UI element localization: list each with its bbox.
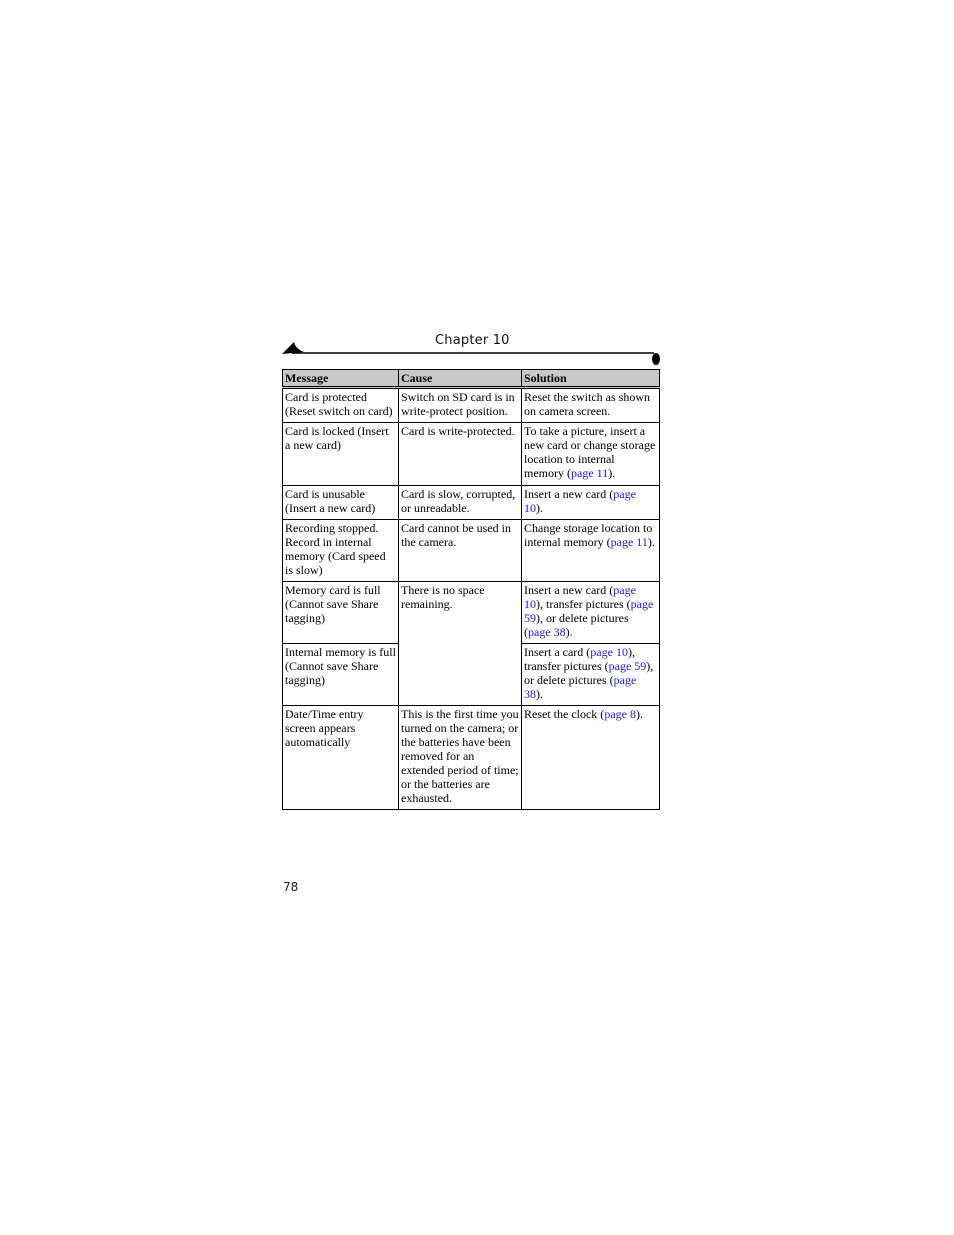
solution-cell [522,706,660,810]
page-link[interactable]: page 38 [524,673,637,701]
solution-text: ), or delete pictures ( [524,611,629,639]
solution-text: ), transfer pictures ( [524,645,635,673]
cause-cell: This is the first time you turned on the camera; or the batteries have been removed for an extended period of time; or the batteries are exhausted. [399,706,522,810]
solution-cell [522,520,660,582]
message-cell: Card is locked (Insert a new card) [283,423,399,486]
page-link[interactable]: page 11 [571,466,609,480]
table-header-row [283,370,660,388]
solution-text: To take a picture, insert a new card or change storage location to internal memory ( [524,424,656,480]
solution-text: Insert a new card ( [524,487,614,501]
solution-text: Insert a card ( [524,645,591,659]
solution-text: ), or delete pictures ( [524,659,654,687]
column-header-message: Message [283,370,399,388]
solution-text: Insert a new card ( [524,583,614,597]
solution-text: ). [536,687,543,701]
cause-cell: There is no space remaining. [399,582,522,706]
cause-cell: Card is write-protected. [399,423,522,486]
solution-text: ). [536,501,543,515]
solution-text: Reset the switch as shown on camera screen. [524,390,650,418]
solution-text: ). [635,707,643,721]
page-link[interactable]: page 38 [528,625,566,639]
page-link[interactable]: page 11 [610,535,648,549]
table-row [283,520,660,582]
table-row [283,582,660,644]
solution-cell [522,486,660,520]
message-cell: Card is unusable (Insert a new card) [283,486,399,520]
chapter-header [282,330,662,366]
solution-text: Reset the clock ( [524,707,605,721]
message-cell: Recording stopped. Record in internal memory (Card speed is slow) [283,520,399,582]
solution-text: ). [608,466,616,480]
message-cell: Date/Time entry screen appears automatically [283,706,399,810]
cause-cell: Card is slow, corrupted, or unreadable. [399,486,522,520]
page-link[interactable]: page 10 [590,645,628,659]
page-number: 78 [283,880,299,894]
solution-text: ), transfer pictures ( [536,597,631,611]
solution-text: ). [647,535,655,549]
message-cell: Card is protected (Reset switch on card) [283,388,399,423]
solution-cell [522,644,660,706]
page-link[interactable]: page 59 [524,597,654,625]
column-header-solution: Solution [522,370,660,388]
page-link[interactable]: page 8 [604,707,636,721]
cause-cell: Switch on SD card is in write-protect position. [399,388,522,423]
table-row [283,388,660,423]
solution-text: Change storage location to internal memory ( [524,521,653,549]
page-link[interactable]: page 10 [524,487,636,515]
solution-text: ). [565,625,573,639]
table-row [283,423,660,486]
error-message-table [282,369,660,810]
solution-cell [522,582,660,644]
table-row [283,486,660,520]
table-row [283,706,660,810]
message-cell: Internal memory is full (Cannot save Share tagging) [283,644,399,706]
solution-cell [522,423,660,486]
page-link[interactable]: page 59 [608,659,647,673]
column-header-cause: Cause [399,370,522,388]
cause-cell: Card cannot be used in the camera. [399,520,522,582]
page-link[interactable]: page 10 [524,583,636,611]
chapter-title: Chapter 10 [435,333,510,348]
message-cell: Memory card is full (Cannot save Share tagging) [283,582,399,644]
solution-cell [522,388,660,423]
